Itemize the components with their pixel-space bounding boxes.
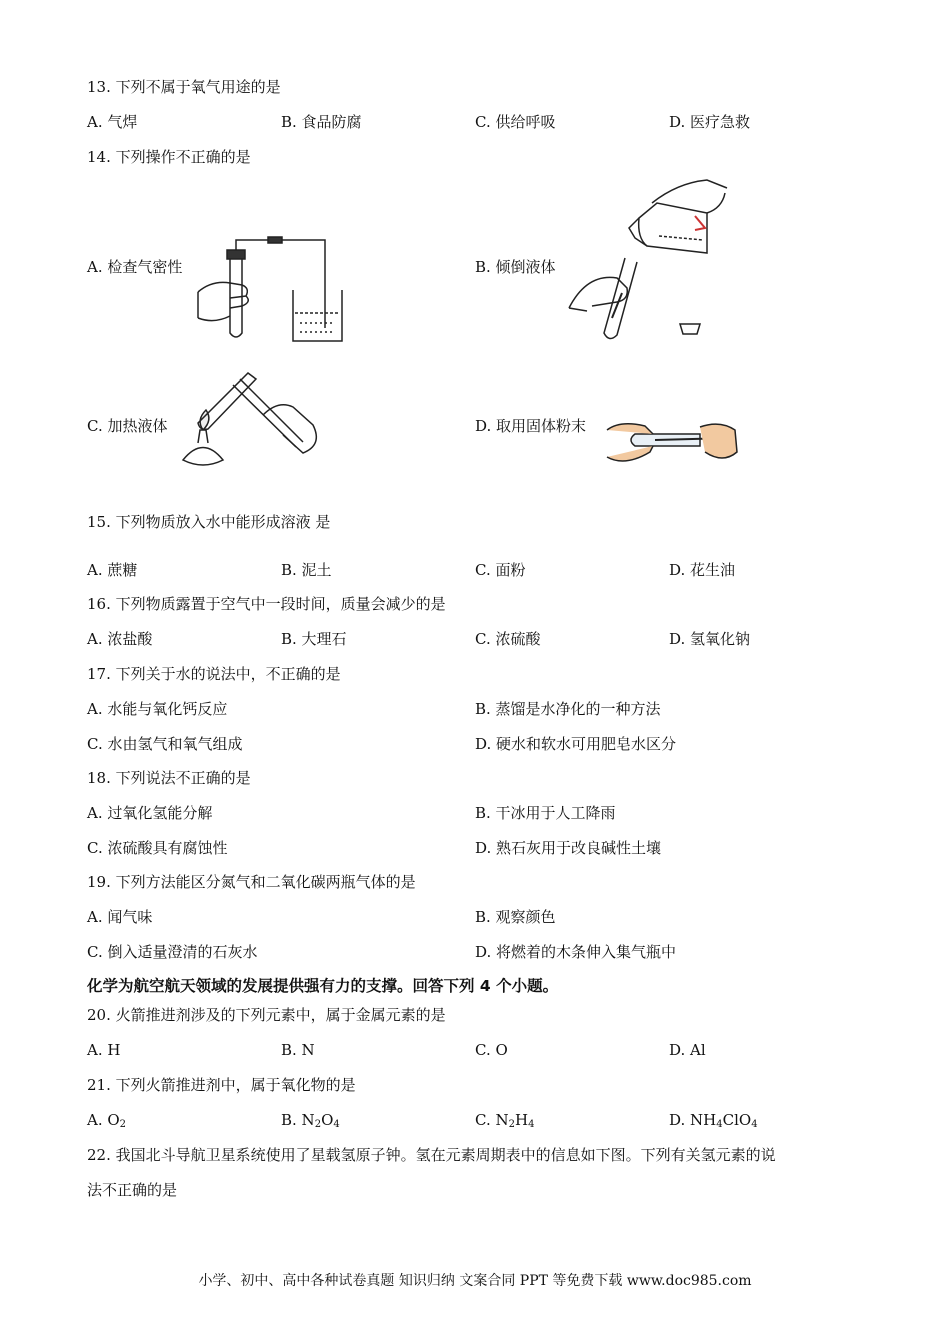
pouring-liquid-figure [567,178,732,348]
q19-option-c: C. 倒入适量澄清的石灰水 [87,943,258,961]
q20-option-c: C. O [475,1041,508,1059]
q20-option-a: A. H [87,1041,121,1059]
q16-stem: 16. 下列物质露置于空气中一段时间，质量会减少的是 [87,595,446,613]
q22-stem-line2: 法不正确的是 [87,1181,178,1199]
airtightness-check-figure [190,228,350,348]
q18-option-c: C. 浓硫酸具有腐蚀性 [87,839,228,857]
q16-option-a: A. 浓盐酸 [87,630,153,648]
q18-option-d: D. 熟石灰用于改良碱性土壤 [475,839,662,857]
q15-option-b: B. 泥土 [281,561,332,579]
q15-option-c: C. 面粉 [475,561,526,579]
taking-powder-figure [605,412,740,477]
q21-stem: 21. 下列火箭推进剂中，属于氧化物的是 [87,1076,356,1094]
section-heading: 化学为航空航天领域的发展提供强有力的支撑。回答下列 4 个小题。 [87,977,559,995]
q16-option-c: C. 浓硫酸 [475,630,541,648]
q14-stem: 14. 下列操作不正确的是 [87,148,251,166]
q14-option-a: A. 检查气密性 [87,258,183,276]
q17-option-a: A. 水能与氧化钙反应 [87,700,228,718]
q20-option-b: B. N [281,1041,315,1059]
page-footer: 小学、初中、高中各种试卷真题 知识归纳 文案合同 PPT 等免费下载 www.doc985.com [198,1273,752,1289]
q17-stem: 17. 下列关于水的说法中，不正确的是 [87,665,341,683]
q14-option-c: C. 加热液体 [87,417,168,435]
q14-option-b: B. 倾倒液体 [475,258,556,276]
q17-option-c: C. 水由氢气和氧气组成 [87,735,243,753]
q15-option-a: A. 蔗糖 [87,561,138,579]
q13-option-c: C. 供给呼吸 [475,113,556,131]
q20-option-d: D. Al [669,1041,706,1059]
q19-option-b: B. 观察颜色 [475,908,556,926]
q17-option-d: D. 硬水和软水可用肥皂水区分 [475,735,677,753]
q21-option-d: D. $NH_4ClO_4$ [669,1111,758,1130]
q20-stem: 20. 火箭推进剂涉及的下列元素中，属于金属元素的是 [87,1006,446,1024]
q13-option-a: A. 气焊 [87,113,138,131]
q21-option-b: B. $N_2O_4$ [281,1111,340,1130]
q13-stem: 13. 下列不属于氧气用途的是 [87,78,281,96]
q14-option-d: D. 取用固体粉末 [475,417,587,435]
q17-option-b: B. 蒸馏是水净化的一种方法 [475,700,661,718]
q13-option-d: D. 医疗急救 [669,113,751,131]
q22-stem-line1: 22. 我国北斗导航卫星系统使用了星载氢原子钟。氢在元素周期表中的信息如下图。下列有关氢元素的说 [87,1146,776,1164]
q16-option-d: D. 氢氧化钠 [669,630,751,648]
q18-option-b: B. 干冰用于人工降雨 [475,804,616,822]
q18-option-a: A. 过氧化氢能分解 [87,804,213,822]
q18-stem: 18. 下列说法不正确的是 [87,769,251,787]
q16-option-b: B. 大理石 [281,630,347,648]
q19-option-a: A. 闻气味 [87,908,153,926]
q15-option-d: D. 花生油 [669,561,736,579]
q21-option-a: A. $O_2$ [87,1111,127,1130]
q13-option-b: B. 食品防腐 [281,113,362,131]
q15-stem: 15. 下列物质放入水中能形成溶液 是 [87,513,331,531]
heating-liquid-figure [178,365,328,475]
q21-option-c: C. $N_2H_4$ [475,1111,535,1130]
q19-stem: 19. 下列方法能区分氮气和二氧化碳两瓶气体的是 [87,873,416,891]
q19-option-d: D. 将燃着的木条伸入集气瓶中 [475,943,677,961]
